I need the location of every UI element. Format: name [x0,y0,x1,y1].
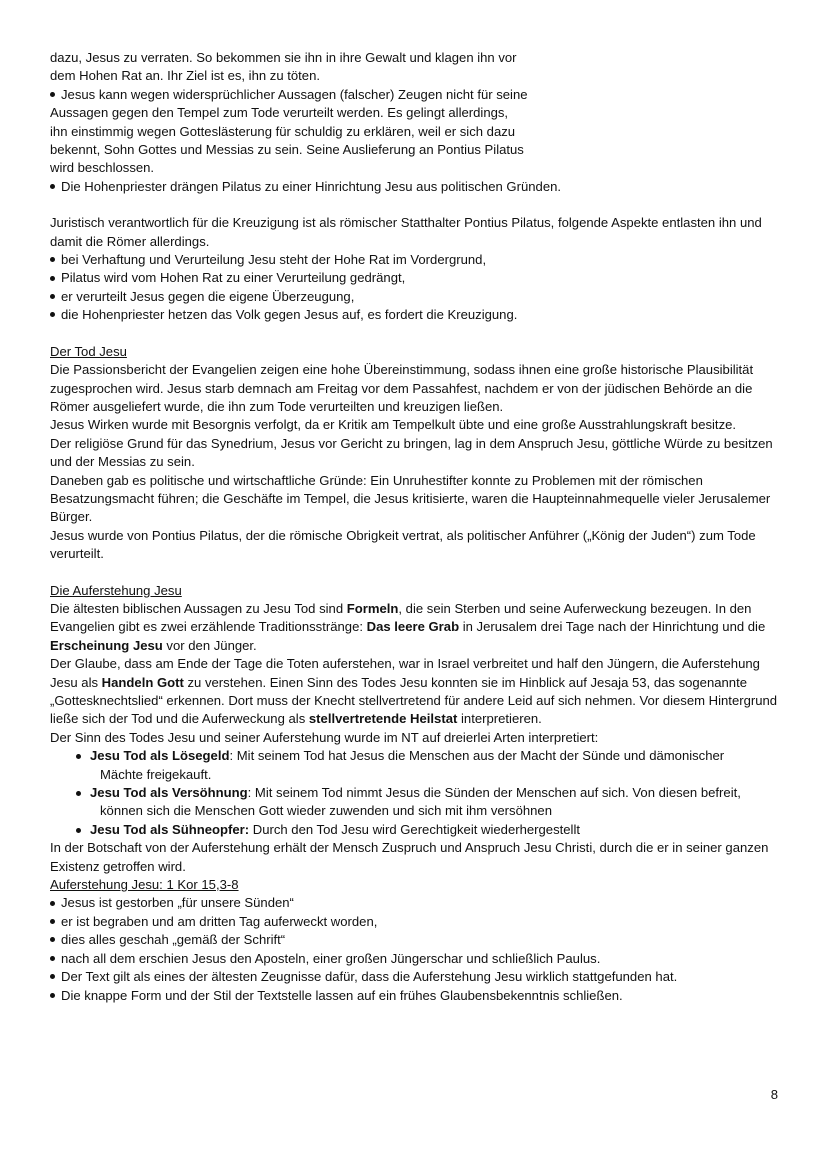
intro-bullet [50,178,778,196]
tod-paragraph: Daneben gab es politische und wirtschaftliche Gründe: Ein Unruhestifter konnte zu Problemen mit der römischen Besatzungsmacht führen; die Geschäfte im Tempel, die Jesus kritisierte, waren die Haupteinnahmequelle vieler Jerusalemer Bürger. [50,472,771,525]
document-body [50,49,778,1005]
intro-bullet-line: Aussagen gegen den Tempel zum Tode verurteilt werden. Es gelingt allerdings, [50,105,509,121]
tod-paragraph: Die Passionsbericht der Evangelien zeigen eine hohe Übereinstimmung, sodass ihnen eine große historische Plausibilität zugesprochen wird. Jesus starb demnach am Freitag vor dem Passahfest, nachdem er von der jüdischen Behörde an die Römer ausgeliefert wurde, die ihn zum Tode verurteilten und kreuzigen ließen. [50,362,754,414]
bullet-icon [50,87,61,102]
auferstehung-paragraph: Die ältesten biblischen Aussagen zu Jesu Tod sind Formeln, die sein Sterben und seine Auferweckung bezeugen. In den Evangelien gibt es zwei erzählende Traditionsstränge: Das leere Grab in Jerusalem drei Tage nach der Hinrichtung und die Erscheinung Jesu vor den Jünger. [50,600,766,653]
pilatus-bullet-text: die Hohenpriester hetzen das Volk gegen Jesus auf, es fordert die Kreuzigung. [61,307,518,323]
bullet-icon [50,312,55,317]
intro-line: dazu, Jesus zu verraten. So bekommen sie ihn in ihre Gewalt und klagen ihn vor [50,50,517,65]
bullet-icon [50,993,55,998]
bullet-icon [50,276,55,281]
bullet-icon [76,828,81,833]
bullet-icon [50,956,55,961]
bullet-icon [76,791,81,796]
pilatus-bullet [50,306,778,324]
pilatus-bullet [50,251,778,269]
bullet-icon [50,974,55,979]
intro-bullet-line: bekennt, Sohn Gottes und Messias zu sein. Seine Auslieferung an Pontius Pilatus [50,142,524,158]
auferstehung-paragraph: Der Sinn des Todes Jesu und seiner Auferstehung wurde im NT auf dreierlei Arten interpretiert: [50,729,599,745]
kor-bullet [50,987,778,1005]
bullet-icon [76,754,81,759]
kor-bullet-text: nach all dem erschien Jesus den Aposteln, einer großen Jüngerschar und schließlich Paulus. [61,950,601,966]
section-heading-auferstehung: Die Auferstehung Jesu [50,582,182,598]
interpretation-list [50,747,778,839]
intro-bullet [50,86,778,178]
intro-bullet-line: ihn einstimmig wegen Gotteslästerung für schuldig zu erklären, weil er sich dazu [50,123,516,139]
bullet-icon [50,901,55,906]
pilatus-bullet [50,288,778,306]
section-heading-tod: Der Tod Jesu [50,343,127,359]
bullet-icon [50,294,55,299]
pilatus-bullet [50,269,778,287]
kor-bullet [50,950,778,968]
kor-bullet [50,894,778,912]
auferstehung-paragraph: In der Botschaft von der Auferstehung erhält der Mensch Zuspruch und Anspruch Jesu Christi, durch die er in seiner ganzen Existenz getroffen wird. [50,840,769,874]
kor-bullet-text: er ist begraben und am dritten Tag auferweckt worden, [61,913,378,929]
intro-bullet-line: wird beschlossen. [50,160,155,176]
bullet-icon [50,937,55,942]
kor-bullet-text: Jesus ist gestorben „für unsere Sünden“ [61,895,294,911]
pilatus-paragraph: Juristisch verantwortlich für die Kreuzigung ist als römischer Statthalter Pontius Pilatus, folgende Aspekte entlasten ihn und damit die Römer allerdings. [50,215,762,249]
kor-bullet [50,913,778,931]
bullet-icon [50,257,55,262]
intro-line: dem Hohen Rat an. Ihr Ziel ist es, ihn zu töten. [50,68,321,84]
page-number: 8 [770,1087,778,1102]
auferstehung-paragraph: Der Glaube, dass am Ende der Tage die Toten auferstehen, war in Israel verbreitet und half den Jüngern, die Auferstehung Jesu als Handeln Gott zu verstehen. Einen Sinn des Todes Jesu konnten sie im Hinblick auf Jesaja 53, das sogenannte „Gottesknechtslied“ erkennen. Dort muss der Knecht stellvertretend für andere Leid auf sich nehmen. Vor diesem Hintergrund ließe sich der Tod und die Auferweckung als stellvertretende Heilstat interpretieren. [50,656,778,727]
tod-paragraph: Der religiöse Grund für das Synedrium, Jesus vor Gericht zu bringen, lag in dem Anspruch Jesu, göttliche Würde zu besitzen und der Messias zu sein. [50,435,773,470]
pilatus-bullet-text: Pilatus wird vom Hohen Rat zu einer Verurteilung gedrängt, [61,270,406,286]
list-item: Jesu Tod als Versöhnung: Mit seinem Tod nimmt Jesus die Sünden der Menschen auf sich. Von diesen befreit, können sich die Menschen Gott wieder zuwenden und sich mit ihm versöhnen [50,784,778,821]
pilatus-bullet-text: bei Verhaftung und Verurteilung Jesu steht der Hohe Rat im Vordergrund, [61,252,487,268]
pilatus-bullet-text: er verurteilt Jesus gegen die eigene Überzeugung, [61,288,355,304]
kor-bullet-text: Die knappe Form und der Stil der Textstelle lassen auf ein frühes Glaubensbekenntnis schließen. [61,987,623,1003]
kor-bullet [50,931,778,949]
section-heading-kor: Auferstehung Jesu: 1 Kor 15,3-8 [50,877,239,893]
intro-bullet-line: Jesus kann wegen widersprüchlicher Aussagen (falscher) Zeugen nicht für seine [61,86,528,102]
kor-bullet-text: dies alles geschah „gemäß der Schrift“ [61,932,286,948]
tod-paragraph: Jesus wurde von Pontius Pilatus, der die römische Obrigkeit vertrat, als politischer Anführer („König der Juden“) zum Tode verurteilt. [50,527,756,562]
list-item: Jesu Tod als Lösegeld: Mit seinem Tod hat Jesus die Menschen aus der Macht der Sünde und dämonischer Mächte freigekauft. [50,747,778,784]
intro-bullet-text: Die Hohenpriester drängen Pilatus zu einer Hinrichtung Jesu aus politischen Gründen. [61,178,562,194]
list-item: Jesu Tod als Sühneopfer: Durch den Tod Jesu wird Gerechtigkeit wiederhergestellt [50,821,778,839]
kor-bullet-text: Der Text gilt als eines der ältesten Zeugnisse dafür, dass die Auferstehung Jesu wirklich stattgefunden hat. [61,969,678,985]
bullet-icon [50,919,55,924]
kor-bullet [50,968,778,986]
tod-paragraph: Jesus Wirken wurde mit Besorgnis verfolgt, da er Kritik am Tempelkult übte und eine große Ausstrahlungskraft besitze. [50,417,737,433]
bullet-icon [50,184,55,189]
